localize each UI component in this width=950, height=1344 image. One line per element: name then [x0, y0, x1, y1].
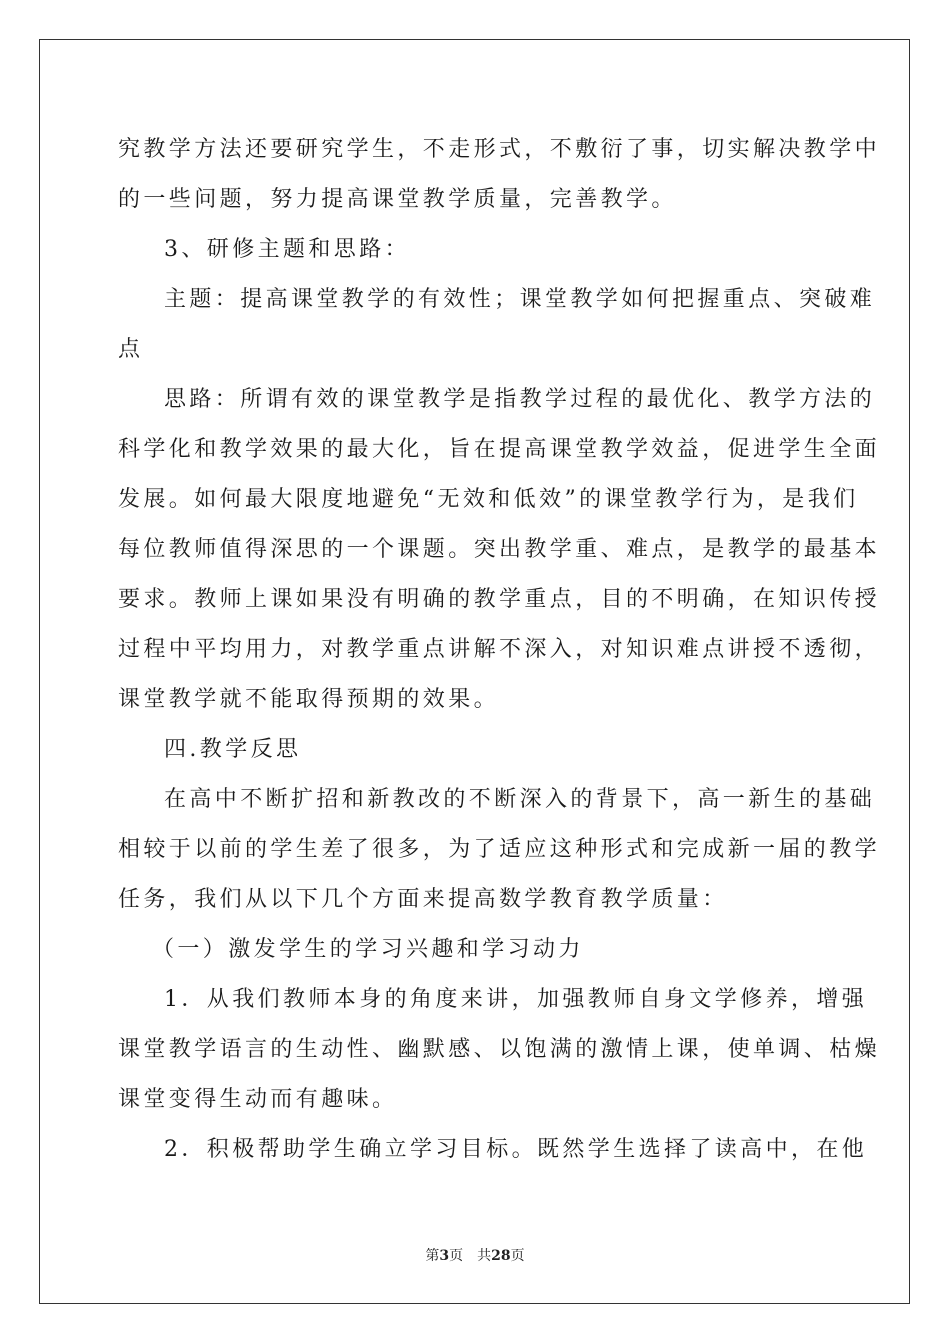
text-line-topic-cont: 点 [118, 337, 144, 362]
text-line-15: 相较于以前的学生差了很多，为了适应这种形式和完成新一届的教学 [118, 837, 881, 862]
text-line-16: 任务，我们从以下几个方面来提高数学教育教学质量： [118, 887, 728, 912]
text-line-topic: 主题：提高课堂教学的有效性；课堂教学如何把握重点、突破难 [164, 287, 876, 312]
section-heading-4: 四.教学反思 [164, 737, 302, 762]
current-page-number: 3 [439, 1248, 450, 1264]
text-line-21: 2．积极帮助学生确立学习目标。既然学生选择了读高中，在他 [164, 1137, 868, 1162]
text-line-2: 的一些问题，努力提高课堂教学质量，完善教学。 [118, 187, 677, 212]
text-line-19: 课堂教学语言的生动性、幽默感、以饱满的激情上课，使单调、枯燥 [118, 1037, 881, 1062]
footer-mid: 页 共 [449, 1248, 492, 1264]
text-line-11: 过程中平均用力，对教学重点讲解不深入，对知识难点讲授不透彻， [118, 637, 881, 662]
text-line-approach: 思路：所谓有效的课堂教学是指教学过程的最优化、教学方法的 [164, 387, 876, 412]
footer-prefix: 第 [425, 1248, 440, 1264]
section-heading-3: 3、研修主题和思路： [164, 237, 410, 262]
text-line-8: 发展。如何最大限度地避免“无效和低效”的课堂教学行为，是我们 [118, 487, 859, 512]
text-line-7: 科学化和教学效果的最大化，旨在提高课堂教学效益，促进学生全面 [118, 437, 881, 462]
text-line-18: 1．从我们教师本身的角度来讲，加强教师自身文学修养，增强 [164, 987, 868, 1012]
total-pages-number: 28 [491, 1248, 511, 1264]
text-line-20: 课堂变得生动而有趣味。 [118, 1087, 398, 1112]
text-line-14: 在高中不断扩招和新教改的不断深入的背景下，高一新生的基础 [164, 787, 876, 812]
footer-suffix: 页 [510, 1248, 525, 1264]
text-line-10: 要求。教师上课如果没有明确的教学重点，目的不明确，在知识传授 [118, 587, 881, 612]
subsection-heading-1: （一）激发学生的学习兴趣和学习动力 [152, 937, 584, 962]
page-footer [0, 1245, 950, 1265]
text-line-9: 每位教师值得深思的一个课题。突出教学重、难点，是教学的最基本 [118, 537, 881, 562]
text-line-1: 究教学方法还要研究学生，不走形式，不敷衍了事，切实解决教学中 [118, 137, 881, 162]
text-line-12: 课堂教学就不能取得预期的效果。 [118, 687, 500, 712]
